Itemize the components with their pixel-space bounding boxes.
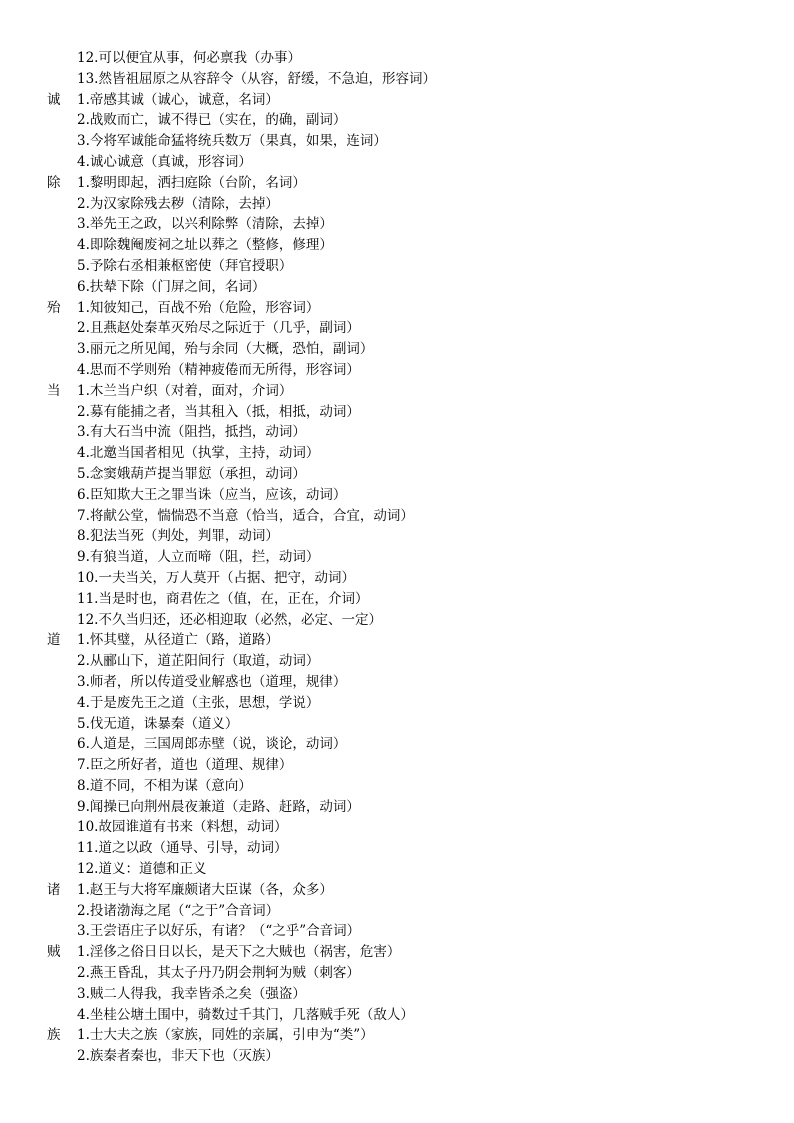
definition-text: 10.故园谁道有书来（料想，动词） (77, 819, 288, 836)
definition-text: 1.知彼知己，百战不殆（危险，形容词） (77, 299, 320, 316)
entry-line (44, 485, 764, 506)
entry-line (44, 298, 764, 319)
definition-text: 8.犯法当死（判处，判罪，动词） (77, 528, 279, 545)
entry-line (44, 610, 764, 631)
entry-line (44, 734, 764, 755)
entry-line (44, 235, 764, 256)
entry-line (44, 173, 764, 194)
entry-line (44, 776, 764, 797)
headword: 诚 (47, 91, 61, 108)
definition-text: 11.道之以政（通导、引导，动词） (77, 840, 288, 857)
entry-line (44, 194, 764, 215)
entry-line (44, 651, 764, 672)
definition-text: 7.将献公堂，惴惴恐不当意（恰当，适合，合宜，动词） (77, 507, 414, 524)
definition-text: 4.于是废先王之道（主张，思想，学说） (77, 694, 320, 711)
definition-text: 6.扶辇下除（门屏之间，名词） (77, 278, 266, 295)
entry-line (44, 443, 764, 464)
definition-text: 4.思而不学则殆（精神疲倦而无所得，形容词） (77, 361, 360, 378)
definition-text: 11.当是时也，商君佐之（值，在，正在，介词） (77, 590, 369, 607)
entry-line (44, 48, 764, 69)
entry-line (44, 755, 764, 776)
headword: 殆 (47, 299, 61, 316)
definition-text: 1.赵王与大将军廉颇诸大臣谋（各，众多） (77, 881, 333, 898)
definition-text: 2.从郦山下，道芷阳间行（取道，动词） (77, 653, 320, 670)
definition-text: 3.贼二人得我，我幸皆杀之矣（强盗） (77, 985, 306, 1002)
definition-text: 2.战败而亡，诚不得已（实在，的确，副词） (77, 112, 347, 129)
definition-text: 3.举先王之政，以兴利除弊（清除，去掉） (77, 216, 333, 233)
entry-line (44, 1005, 764, 1026)
definition-text: 2.燕王昏乱，其太子丹乃阴会荆轲为贼（刺客） (77, 965, 360, 982)
definition-text: 3.王尝语庄子以好乐，有诸？（“之乎”合音词） (77, 923, 361, 940)
entry-line (44, 589, 764, 610)
definition-text: 2.族秦者秦也，非天下也（灭族） (77, 1048, 279, 1065)
entry-line (44, 942, 764, 963)
definition-text: 1.木兰当户织（对着，面对，介词） (77, 382, 293, 399)
entry-line (44, 1025, 764, 1046)
entry-line (44, 880, 764, 901)
entry-line (44, 506, 764, 527)
entry-line (44, 69, 764, 90)
entry-line (44, 901, 764, 922)
entry-line (44, 630, 764, 651)
headword: 当 (47, 382, 61, 399)
entry-line (44, 838, 764, 859)
entry-line (44, 464, 764, 485)
entry-line (44, 526, 764, 547)
entry-line (44, 381, 764, 402)
definition-text: 1.黎明即起，洒扫庭除（台阶，名词） (77, 174, 306, 191)
definition-text: 3.师者，所以传道受业解惑也（道理，规律） (77, 673, 347, 690)
entry-line (44, 256, 764, 277)
entry-line (44, 963, 764, 984)
entry-line (44, 984, 764, 1005)
definition-text: 3.有大石当中流（阻挡，抵挡，动词） (77, 424, 306, 441)
definition-text: 2.投诸渤海之尾（“之于”合音词） (77, 902, 280, 919)
entry-line (44, 152, 764, 173)
headword: 贼 (47, 944, 61, 961)
definition-text: 6.人道是，三国周郎赤壁（说，谈论，动词） (77, 736, 347, 753)
definition-text: 4.北邀当国者相见（执掌，主持，动词） (77, 445, 320, 462)
definition-text: 1.怀其璧，从径道亡（路，道路） (77, 632, 279, 649)
definition-text: 4.即除魏阉废祠之址以葬之（整修，修理） (77, 237, 333, 254)
entry-line (44, 277, 764, 298)
entry-line (44, 859, 764, 880)
entry-line (44, 360, 764, 381)
entry-line (44, 318, 764, 339)
entry-line (44, 672, 764, 693)
definition-text: 5.予除右丞相兼枢密使（拜官授职） (77, 257, 293, 274)
definition-text: 1.帝感其诚（诚心，诚意，名词） (77, 91, 279, 108)
definition-text: 2.为汉家除残去秽（清除，去掉） (77, 195, 279, 212)
entry-line (44, 817, 764, 838)
entry-line (44, 921, 764, 942)
definition-text: 7.臣之所好者，道也（道理、规律） (77, 757, 293, 774)
entry-line (44, 402, 764, 423)
entry-line (44, 797, 764, 818)
headword: 族 (47, 1027, 61, 1044)
headword: 除 (47, 174, 61, 191)
entry-line (44, 110, 764, 131)
definition-text: 1.士大夫之族（家族，同姓的亲属，引申为“类”） (77, 1027, 374, 1044)
definition-text: 12.可以便宜从事，何必禀我（办事） (77, 50, 301, 66)
definition-text: 4.坐桂公塘土围中，骑数过千其门，几落贼手死（敌人） (77, 1006, 414, 1023)
entry-line (44, 1046, 764, 1067)
entry-line (44, 714, 764, 735)
entry-line (44, 214, 764, 235)
definition-text: 12.道义：道德和正义 (77, 861, 207, 878)
entry-line (44, 547, 764, 568)
definition-text: 3.今将军诚能命猛将统兵数万（果真，如果，连词） (77, 133, 387, 150)
headword: 诸 (47, 881, 61, 898)
definition-text: 4.诚心诚意（真诚，形容词） (77, 153, 252, 170)
definition-text: 6.臣知欺大王之罪当诛（应当，应该，动词） (77, 486, 347, 503)
headword: 道 (47, 632, 61, 649)
entry-line (44, 339, 764, 360)
entry-list (44, 48, 764, 1067)
definition-text: 9.闻操已向荆州晨夜兼道（走路、赶路，动词） (77, 798, 360, 815)
entry-line (44, 693, 764, 714)
entry-line (44, 422, 764, 443)
definition-text: 1.淫侈之俗日日以长，是天下之大贼也（祸害，危害） (77, 944, 401, 961)
definition-text: 12.不久当归还，还必相迎取（必然，必定、一定） (77, 611, 382, 628)
definition-text: 10.一夫当关，万人莫开（占据、把守，动词） (77, 569, 355, 586)
entry-line (44, 90, 764, 111)
definition-text: 2.且燕赵处秦革灭殆尽之际近于（几乎，副词） (77, 320, 360, 337)
definition-text: 5.伐无道，诛暴秦（道义） (77, 715, 239, 732)
definition-text: 2.募有能捕之者，当其租入（抵，相抵，动词） (77, 403, 360, 420)
definition-text: 8.道不同，不相为谋（意向） (77, 777, 252, 794)
definition-text: 3.丽元之所见闻，殆与余同（大概，恐怕，副词） (77, 341, 374, 358)
definition-text: 13.然皆祖屈原之从容辞令（从容，舒缓，不急迫，形容词） (77, 70, 436, 87)
definition-text: 9.有狼当道，人立而啼（阻，拦，动词） (77, 549, 320, 566)
definition-text: 5.念窦娥葫芦提当罪愆（承担，动词） (77, 465, 306, 482)
entry-line (44, 131, 764, 152)
entry-line (44, 568, 764, 589)
